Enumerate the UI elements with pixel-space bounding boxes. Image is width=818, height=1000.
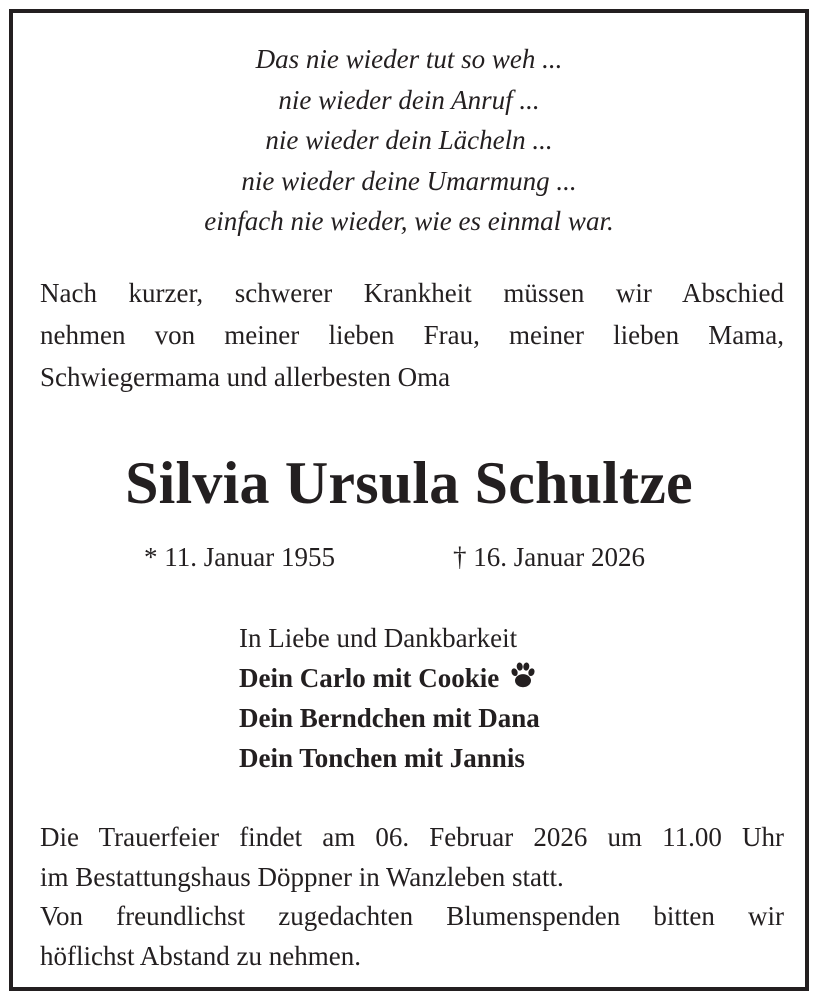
intro-line: nehmen von meiner lieben Frau, meiner lieben Mama,: [40, 320, 784, 350]
info-line: höflichst Abstand zu nehmen.: [40, 940, 361, 971]
poem-line: nie wieder dein Lächeln ...: [265, 125, 553, 155]
info-line: Von freundlichst zugedachten Blumenspenden bitten wir: [40, 901, 784, 931]
intro-line: Schwiegermama und allerbesten Oma: [40, 362, 451, 392]
info-line: im Bestattungshaus Döppner in Wanzleben statt.: [40, 861, 564, 892]
birth-date: * 11. Januar 1955: [144, 542, 335, 572]
family-member: [239, 658, 540, 698]
intro-line: Nach kurzer, schwerer Krankheit müssen wir Abschied: [40, 278, 784, 308]
poem: [13, 39, 805, 242]
intro-text: [40, 272, 784, 398]
paw-print-icon: [508, 660, 538, 690]
family-member: Dein Berndchen mit Dana: [239, 703, 540, 733]
family-member: Dein Tonchen mit Jannis: [239, 743, 525, 773]
poem-line: nie wieder dein Anruf ...: [278, 84, 540, 115]
family-member-name: Dein Carlo mit Cookie: [239, 663, 500, 693]
poem-line: nie wieder deine Umarmung ...: [241, 165, 577, 196]
poem-line: Das nie wieder tut so weh ...: [255, 44, 563, 74]
deceased-name: Silvia Ursula Schultze: [125, 450, 693, 516]
funeral-info: [40, 818, 784, 976]
family-intro: In Liebe und Dankbarkeit: [239, 623, 518, 653]
family-signature: [239, 618, 540, 778]
death-date: † 16. Januar 2026: [453, 542, 645, 572]
poem-line: einfach nie wieder, wie es einmal war.: [204, 206, 614, 236]
obituary-notice: [9, 9, 809, 991]
info-line: Die Trauerfeier findet am 06. Februar 2026 um 11.00 Uhr: [40, 822, 784, 852]
